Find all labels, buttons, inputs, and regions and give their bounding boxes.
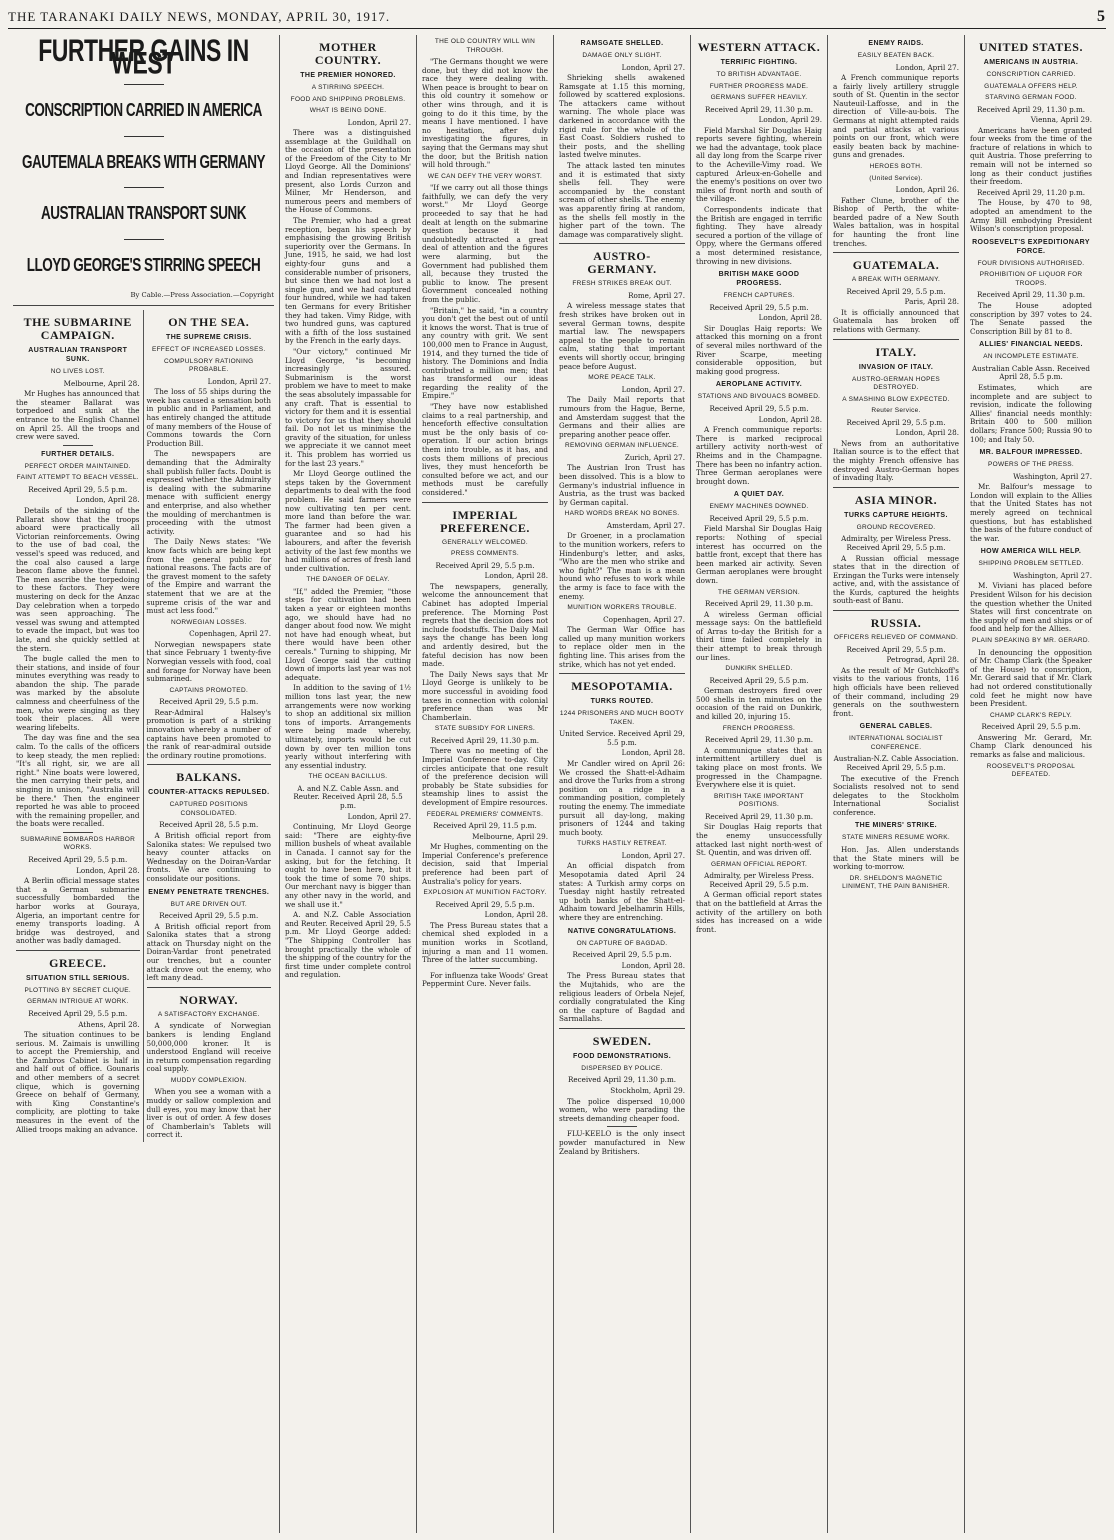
rule [559, 243, 685, 244]
subhead: MUNITION WORKERS TROUBLE. [567, 604, 677, 612]
rule [833, 339, 959, 340]
paragraph: Norwegian newspapers state that since February 1 twenty-five Norwegian vessels with food, coal and forage for Norway have been submarined. [146, 639, 271, 684]
rule [63, 832, 93, 833]
paragraph: It is officially announced that Guatemala has broken off relations with Germany. [833, 307, 959, 335]
dateline: Rome, April 27. [628, 290, 685, 300]
article-title: SWEDEN. [592, 1033, 652, 1048]
paragraph: "They have now established claims to a real partnership, and henceforth effective consultation must be the only basis of co-operation. If our action brings them into trouble, as it has, and costs them millions of precious lives, they must henceforth be consulted before we act, and our methods must be carefully considered." [422, 402, 548, 497]
received-line: Received April 29, 11.30 p.m. [704, 599, 814, 609]
subhead: THE SUPREME CRISIS. [166, 334, 252, 342]
paragraph: The loss of 55 ships during the week has caused a sensation both in public and in Parliament, and has entirely changed the attitude of many members of the House of Commons towards the Corn Production Bill. [146, 387, 271, 448]
paragraph: The newspapers, generally, welcome the announcement that Cabinet has adopted Imperial preference. The Morning Post regrets that the decision does not include foodstuffs. The Daily Mail says the change has been long and ardently desired, but the fateful decision has now been made. [422, 581, 548, 669]
subhead: DUNKIRK SHELLED. [725, 665, 793, 673]
subhead: GERMAN INTRIGUE AT WORK. [26, 998, 129, 1006]
sub-column-right [144, 310, 275, 1142]
subhead: DISPERSED BY POLICE. [581, 1064, 663, 1072]
subhead: FURTHER DETAILS. [41, 450, 115, 458]
received-line: Admiralty, per Wireless Press. Received April 29, 5.5 p.m. [841, 534, 951, 552]
masthead [8, 6, 1106, 29]
received-line: Received April 29, 5.5 p.m. [846, 286, 946, 296]
dateline: London, April 28. [621, 748, 685, 758]
page-number: 5 [1097, 8, 1106, 25]
dateline: London, April 27. [347, 811, 411, 821]
paragraph: The day was fine and the sea calm. To the calls of the officers to keep steady, the men replied: "It's all right, sir, we are all right." Nine boats were lowered, the men carrying their pets, and singing in unison, "Australia will be there." Then the engineer reported he was able to proceed with the remaining propeller, and the boats were recalled. [16, 733, 140, 829]
article-title: GUATEMALA. [852, 258, 940, 273]
dateline: Vienna, April 29. [1030, 115, 1092, 125]
paragraph: The Press Bureau states that the Mujtahids, who are the religious leaders of Orbela Nejef, cordially congratulated the King on the capture of Bagdad and Sarmallahs. [559, 971, 685, 1024]
article-title: GREECE. [49, 955, 107, 970]
paragraph: The Premier, who had a great reception, began his speech by emphasising the growing British superiority over the Germans. In June, 1915, he said, we had lost eighty-four guns and a considerable number of prisoners, but since then we had not lost a single gun, and we had captured four hundred, while we had taken ten Germans for every Britisher they had taken. Vimy Ridge, with two hundred guns, was captured with a fifth of the loss sustained by the French in the early days. [285, 216, 411, 346]
article-title: RUSSIA. [870, 616, 922, 631]
paragraph: Mr Hughes, commenting on the Imperial Conference's preference decision, said that Imperial preference had been part of Australia's policy for years. [422, 842, 548, 886]
subhead: A SATISFACTORY EXCHANGE. [157, 1010, 260, 1018]
subhead: FAINT ATTEMPT TO BEACH VESSEL. [16, 474, 139, 482]
received-line: Received April 29, 11.20 p.m. [976, 187, 1086, 197]
subhead: FOOD DEMONSTRATIONS. [572, 1052, 672, 1060]
received-line: Received April 29, 11.30 p.m. [976, 290, 1086, 300]
dateline: London, April 27. [621, 850, 685, 860]
subhead: ENEMY RAIDS. [868, 40, 924, 47]
paragraph: Field Marshal Sir Douglas Haig reports: Nothing of special interest has occurred on the battle front, except that there has been marked air activity. Seven German aeroplanes were brought down. [696, 524, 822, 585]
dateline: Paris, April 28. [904, 297, 959, 307]
dateline: London, April 27. [621, 384, 685, 394]
rule [470, 968, 500, 969]
article-title: WESTERN ATTACK. [697, 40, 821, 54]
subhead: WHAT IS BEING DONE. [309, 107, 387, 114]
lead-headline-1: FURTHER GAINS IN WEST [38, 35, 249, 80]
article-title: THE SUBMARINE CAMPAIGN. [23, 315, 132, 343]
received-line: Received April 29, 5.5 p.m. [435, 560, 535, 570]
sub-column-left [13, 310, 144, 1142]
subhead: PERFECT ORDER MAINTAINED. [24, 462, 131, 470]
received-line: Received April 29, 5.5 p.m. [709, 302, 809, 312]
subhead: MORE PEACE TALK. [588, 374, 656, 382]
paragraph: The Daily Mail reports that rumours from the Hague, Berne, and Amsterdam suggest that the Germans and their allies are preparing another peace offer. [559, 395, 685, 439]
rule [607, 1126, 637, 1127]
article-title: AUSTRO-GERMANY. [587, 249, 657, 277]
received-line: Admiralty, per Wireless Press. Received April 29, 5.5 p.m. [704, 871, 814, 889]
subhead: BRITISH TAKE IMPORTANT POSITIONS. [714, 792, 804, 809]
dateline: Washington, April 27. [1013, 471, 1092, 481]
received-line: Received April 29, 5.5 p.m. [709, 513, 809, 523]
subhead: THE DANGER OF DELAY. [306, 576, 390, 584]
subhead: NO LIVES LOST. [50, 368, 105, 376]
dateline: Amsterdam, April 27. [606, 520, 685, 530]
dateline: Athens, April 28. [78, 1019, 140, 1029]
paragraph: Hon. Jas. Allen understands that the State miners will be working to-morrow. [833, 844, 959, 872]
article-title: IMPERIAL PREFERENCE. [440, 507, 530, 535]
paragraph: The Daily News says that Mr Lloyd George is unlikely to be more successful in avoiding food taxes in connection with colonial preference than was Mr Chamberlain. [422, 669, 548, 722]
rule [559, 1028, 685, 1029]
dateline: Washington, April 27. [1013, 570, 1092, 580]
received-line: Received April 29, 5.5 p.m. [572, 950, 672, 960]
rule [422, 502, 548, 503]
received-line: Australian Cable Assn. Received April 28, 5.5 p.m. [971, 363, 1091, 382]
rule [124, 84, 164, 85]
dateline: Melbourne, April 28. [63, 378, 140, 388]
subhead: MR. BALFOUR IMPRESSED. [979, 449, 1083, 457]
paragraph: Mr Candler wired on April 26: We crossed the Shatt-el-Adhaim and drove the Turks from a strong position on a ridge in a commanding position, completely routing the enemy. The immediate pursuit all day-long, making prisoners of 1244 and taking much booty. [559, 759, 685, 837]
subhead: THE OCEAN BACILLUS. [308, 773, 388, 781]
article-title: UNITED STATES. [979, 40, 1083, 54]
dateline: London, April 29. [758, 115, 822, 125]
subhead: TO BRITISH ADVANTAGE. [716, 71, 802, 78]
subhead: COMPULSORY RATIONING PROBABLE. [164, 357, 254, 374]
paragraph: The executive of the French Socialists resolved not to send delegates to the Stockholm International Socialist conference. [833, 773, 959, 817]
subhead: EFFECT OF INCREASED LOSSES. [152, 346, 266, 354]
subhead: A SMASHING BLOW EXPECTED. [842, 395, 950, 403]
paragraph: German destroyers fired over 500 shells in ten minutes on the occasion of the raid on Dunkirk, and killed 20, injuring 15. [696, 686, 822, 722]
subhead: STATE SUBSIDY FOR LINERS. [434, 725, 536, 733]
dateline: London, April 28. [76, 495, 140, 505]
lead-sub-columns [13, 310, 274, 1142]
dateline: Copenhagen, April 27. [603, 614, 685, 624]
paragraph: The German War Office has called up many munition workers to replace older men in the fighting line. This arises from the strike, which has not yet ended. [559, 625, 685, 669]
subhead: Reuter Service. [871, 407, 921, 415]
subhead: BUT ARE DRIVEN OUT. [170, 900, 247, 908]
masthead-title: THE TARANAKI DAILY NEWS, MONDAY, APRIL 30, 1917. [8, 9, 391, 24]
rule [833, 610, 959, 611]
subhead: HEROES BOTH. [869, 163, 923, 171]
rule [16, 950, 140, 951]
advertisement-head: DR. SHELDON'S MAGNETIC LINIMENT, THE PAIN BANISHER. [842, 874, 950, 891]
received-line: Received April 29, 11.30 p.m. [704, 735, 814, 745]
lead-headline-4: AUSTRALIAN TRANSPORT SUNK [41, 202, 246, 224]
subhead: FRENCH CAPTURES. [723, 292, 795, 300]
subhead: SITUATION STILL SERIOUS. [26, 974, 130, 982]
received-line: Received April 29, 11.30 p.m. [704, 104, 814, 114]
received-line: Received April 29, 5.5 p.m. [709, 675, 809, 685]
subhead: FEDERAL PREMIERS' COMMENTS. [426, 810, 544, 818]
dateline: Zurich, April 27. [624, 452, 685, 462]
paragraph: Mr. Balfour's message to London will explain to the Allies that the United States has not merely agreed on technical questions, but has established the basis of the future conduct of the war. [970, 482, 1092, 543]
paragraph: A wireless German official message says: On the battlefield of Arras to-day the British for a third time failed completely in their attempt to break through our lines. [696, 609, 822, 662]
paragraph: Mr Hughes has announced that the steamer Ballarat was torpedoed and sunk at the entrance to the English Channel on April 25. All the troops and crew were saved. [16, 389, 140, 442]
paragraph: A Russian official message states that in the direction of Erzingan the Turks were intensely active, and, with the assistance of the Kurds, captured the heights south-east of Banu. [833, 553, 959, 606]
received-line: Received April 29, 5.5 p.m. [159, 911, 259, 921]
paragraph: Mr Lloyd George outlined the steps taken by the Government departments to deal with the food problem. He said farmers were now cultivating ten per cent. more land than before the war. The farmer had been given a guarantee and so had his labourers, and after the feverish activity of the last few months we had millions of acres of fresh land under cultivation. [285, 469, 411, 573]
paragraph: Rear-Admiral Halsey's promotion is part of a striking innovation whereby a number of captains have been promoted to the rank of rear-admiral outside the ordinary routine promotions. [146, 707, 271, 760]
subhead: DAMAGE ONLY SLIGHT. [582, 52, 662, 59]
subhead: EXPLOSION AT MUNITION FACTORY. [423, 889, 547, 897]
subhead: INTERNATIONAL SOCIALIST CONFERENCE. [849, 735, 943, 751]
subhead: WE CAN DEFY THE VERY WORST. [427, 172, 543, 180]
subhead: HOW AMERICA WILL HELP. [980, 548, 1082, 556]
paragraph: The bugle called the men to their stations, and inside of four minutes everything was ready to abandon the ship. The parade was marked by the absolute calmness and cheerfulness of the men, who were singing as they took their places. All were wearing lifebelts. [16, 654, 140, 732]
received-line: Received April 29, 5.5 p.m. [28, 854, 128, 864]
rule [63, 445, 93, 446]
paragraph: Shrieking shells awakened Ramsgate at 1.15 this morning, followed by scattered explosions. The attackers came without warning. The whole place was darkened in accordance with the rigid rule for the whole of the East Coast. Soldiers rushed to their posts, and the shelling lasted twelve minutes. [559, 73, 685, 160]
subhead: TURKS HASTILY RETREAT. [577, 840, 667, 848]
paragraph: In addition to the saving of 1½ million tons last year, the new arrangements were now working to shop an additional six million tons of imports. Arrangements were being made whereby, ultimately, imports would be cut down by over ten million tons yearly without interfering with any essential industry. [285, 683, 411, 770]
paragraph: A German official report states that on the battlefield at Arras the activity of the artillery on both sides has increased on a wide front. [696, 890, 822, 934]
rule [559, 673, 685, 674]
paragraph: A Berlin official message states that a German submarine successfully bombarded the harbor works at Gouraya, Algeria, an important centre for enemy transports loading. A bridge was destroyed, and another was badly damaged. [16, 876, 140, 946]
received-line: Received April 29, 5.5 p.m. [435, 899, 535, 909]
dateline: London, April 27. [621, 62, 685, 72]
paragraph: A British official report from Salonika states that a strong attack on Thursday night on the Doiran-Vardar front penetrated our trenches, but a counter attack drove out the enemy, who left many dead. [146, 921, 271, 983]
dateline: Melbourne, April 29. [472, 831, 548, 841]
subhead: INVASION OF ITALY. [858, 363, 934, 371]
paragraph: A syndicate of Norwegian bankers is lending England 50,000,000 kroner. It is understood England will receive in return compensation regarding coal supply. [146, 1021, 271, 1074]
subhead: A QUIET DAY. [733, 491, 785, 499]
subhead: THE PREMIER HONORED. [300, 72, 396, 79]
paragraph: Field Marshal Sir Douglas Haig reports severe fighting, wherein we had the advantage, took place all day long from the Scarpe river to the Acheville-Vimy road. We captured Arleux-en-Gohelle and the enemy's positions on over two miles of front north and south of the village. [696, 125, 822, 204]
subhead: STATE MINERS RESUME WORK. [841, 834, 950, 842]
column-7 [965, 35, 1097, 1533]
paragraph: Answering Mr. Gerard, Mr. Champ Clark denounced his remarks as false and malicious. [970, 732, 1092, 759]
subhead: TURKS CAPTURE HEIGHTS. [844, 511, 948, 519]
dateline: Petrograd, April 28. [886, 655, 959, 665]
advertisement: FLU-KEELO is the only insect powder manufactured in New Zealand by Britishers. [559, 1129, 685, 1156]
paragraph: In denouncing the opposition of Mr. Champ Clark (the Speaker of the House) to conscription, Mr. Gerard said that if Mr. Clark had not ordered constitutionally cold feet he might now have been President. [970, 647, 1092, 709]
subhead: AUSTRALIAN TRANSPORT SUNK. [28, 347, 128, 364]
paragraph: The Press Bureau states that a chemical shed exploded in a munition works in Scotland, injuring a man and 11 women. Three of the latter succumbing. [422, 920, 548, 965]
paragraph: Estimates, which are incomplete and are subject to revision, indicate the following Allies' financial needs monthly: Britain 400 to 500 million dollars; France 500; Russia 90 to 100; and Italy 50. [970, 382, 1092, 444]
column-grid [8, 35, 1106, 1533]
column-2 [280, 35, 417, 1533]
paragraph: A French communique reports: There is marked reciprocal artillery activity north-west of Rheims and in the Champagne. There has been no infantry action. Three German aeroplanes were brought down. [696, 425, 822, 486]
paragraph: When you see a woman with a muddy or sallow complexion and dull eyes, you may know that her liver is out of order. A few doses of Chamberlain's Tablets will correct it. [146, 1087, 271, 1140]
subhead: AEROPLANE ACTIVITY. [715, 381, 803, 389]
article-title: NORWAY. [179, 992, 239, 1007]
subhead: NORWEGIAN LOSSES. [171, 618, 247, 626]
column-5 [691, 35, 828, 1533]
paragraph: Dr Groener, in a proclamation to the munition workers, refers to Hindenburg's letter, and asks, "Who are the men who strike and who fight?" The man is a mean hound who refuses to work while the army is face to face with the enemy. [559, 531, 685, 601]
paragraph: The attack lasted ten minutes and it is estimated that sixty shells fell. They were accompanied by the constant scream of other shells. The enemy was apparently firing at random, as the shells fell mostly in the higher part of the town. The damage was comparatively slight. [559, 161, 685, 239]
subhead: PRESS COMMENTS. [450, 550, 520, 558]
received-line: Received April 29, 5.5 p.m. [28, 484, 128, 494]
paragraph: There was no meeting of the Imperial Conference to-day. City circles anticipate that one result of the preference decision will probably be State subsidies for steamship lines to assist the development of Empire resources. [422, 746, 548, 807]
subhead: GENERALLY WELCOMED. [441, 538, 528, 546]
byline: By Cable.—Press Association.—Copyright [130, 290, 274, 299]
subhead: GROUND RECOVERED. [856, 523, 936, 531]
lead-headline-2: CONSCRIPTION CARRIED IN AMERICA [25, 99, 262, 121]
article-title: ON THE SEA. [168, 315, 250, 330]
subhead: FOOD AND SHIPPING PROBLEMS. [290, 95, 406, 103]
subhead: FRENCH PROGRESS. [722, 724, 796, 732]
received-line: Received April 29, 5.5 p.m. [846, 644, 946, 654]
advertisement: For influenza take Woods' Great Peppermint Cure. Never fails. [422, 970, 548, 989]
lead-headline-5: LLOYD GEORGE'S STIRRING SPEECH [26, 254, 261, 275]
subhead: GUATEMALA OFFERS HELP. [984, 82, 1078, 90]
received-line: Received April 29, 11.30 p.m. [704, 811, 814, 821]
subhead: PLAIN SPEAKING BY MR. GERARD. [971, 637, 1091, 645]
subhead: ROOSEVELT'S PROPOSAL DEFEATED. [986, 762, 1076, 779]
paragraph: Details of the sinking of the Pallarat show that the troops aboard were practically all Victorian reinforcements. Owing to the use of bad coal, the vessel's speed was reduced, and the coal also caused a large beacon flame above the funnel. The men ascribe the torpedoing to these factors. They were mustering on deck for the Anzac Day celebration when a torpedo was seen approaching. The vessel was swung and attempted to evade the impact, but was too late, and she quickly settled at the stern. [16, 506, 140, 653]
paragraph: "Britain," he said, "in a country you don't get the best out of until it knows the worst. That is true of any country with grit. We sent 100,000 men to France in August, 1914, and they turned the tide of history. The Dominions and India contributed a million men; that has transformed our ideas regarding the reality of the Empire." [422, 305, 548, 401]
paragraph: "Our victory," continued Mr Lloyd George, "is becoming increasingly assured. Submarinism is the worst problem we have to meet to make the seas absolutely impassable for any craft. That is essential to victory for them and it is essential to victory for us that they should fail. Do not let us minimise the gravity of the situation, for unless we appreciate it we cannot meet it. This problem has worried us for the last 23 years." [285, 346, 411, 468]
paragraph: "If," added the Premier, "those steps for cultivation had been taken a year or eighteen months ago, we should have had no danger about food now. We might not have had enough wheat, but there would have been other cereals." Turning to shipping, Mr Lloyd George said the cutting down of imports last year was not adequate. [285, 586, 411, 682]
rule [147, 764, 272, 765]
subhead: GERMANS SUFFER HEAVILY. [710, 94, 808, 101]
subhead: STATIONS AND BIVOUACS BOMBED. [697, 393, 821, 401]
received-line: A. and N.Z. Cable Assn. and Reuter. Received April 28, 5.5 p.m. [293, 783, 403, 811]
paragraph: Sir Douglas Haig reports that the enemy unsuccessfully attacked last night north-west of St. Quentin, and was driven off. [696, 822, 822, 858]
paragraph: "If we carry out all those things faithfully, we can defy the very worst." Mr Lloyd George proceeded to say that he had dealt at length on the submarine question because it had undoubtedly attracted a great deal of attention and the figures were alarming, but the Government had published them all, because they trusted the public to know. The present Government concealed nothing from the public. [422, 183, 548, 304]
subhead: AMERICANS IN AUSTRIA. [983, 59, 1079, 66]
received-line: Received April 29, 5.5 p.m. [981, 722, 1081, 732]
subhead: CHAMP CLARK'S REPLY. [989, 711, 1073, 719]
received-line: Received April 29, 11.5 p.m. [433, 821, 537, 831]
paragraph: As the result of Mr Gutchkoff's visits to the various fronts, 116 high officials have been relieved of their command, including 29 generals on the southwestern front. [833, 665, 959, 718]
paragraph: Father Clune, brother of the Bishop of Perth, the white-bearded padre of a New South Wales battalion, was in hospital for haunting the front line trenches. [833, 195, 959, 248]
paragraph: Correspondents indicate that the British are engaged in terrific fighting. They have already secured a portion of the village of Oppy, where the Germans offered a most determined resistance, throwing in new divisions. [696, 205, 822, 266]
subhead: ENEMY PENETRATE TRENCHES. [148, 888, 270, 896]
subhead: 1244 PRISONERS AND MUCH BOOTY TAKEN. [559, 710, 685, 726]
paragraph: A wireless message states that fresh strikes have broken out in several German towns, despite martial law. The newspapers appeal to the people to remain calm, stating that important events will shortly occur, bringing peace before August. [559, 301, 685, 371]
paragraph: The House adopted conscription by 397 votes to 24. The Senate passed the Conscription Bill by 81 to 8. [970, 300, 1092, 336]
subhead: OFFICERS RELIEVED OF COMMAND. [833, 634, 959, 642]
subhead: COUNTER-ATTACKS REPULSED. [148, 789, 270, 797]
subhead: MUDDY COMPLEXION. [170, 1076, 247, 1084]
received-line: Received April 29, 5.5 p.m. [846, 417, 946, 427]
subhead: A STIRRING SPEECH. [311, 84, 385, 91]
subhead: SHIPPING PROBLEM SETTLED. [978, 560, 1084, 568]
subhead: TERRIFIC FIGHTING. [720, 59, 798, 66]
dateline: London, April 28. [758, 414, 822, 424]
paragraph: A French communique reports a fairly lively artillery struggle south of St. Quentin in the sector Nauteuil-Laffosse, and in the direction of Ville-au-bois. The Germans at night attempted raids and partial attacks at various points on our front, which were easily beaten back by machine-guns and grenades. [833, 73, 959, 160]
subhead: REMOVING GERMAN INFLUENCE. [565, 442, 679, 450]
dateline: London, April 28. [758, 313, 822, 323]
paragraph: The situation continues to be serious. M. Zaimais is unwilling to accept the Premiership, and the Zambros Cabinet is half in and half out of office. Gounaris and other members of a secret clique, which is governing Greece on behalf of Germany, with King Constantine's complicity, are plotting to take measures in the event of the Allied troops making an advance. [16, 1030, 140, 1134]
rule [147, 987, 272, 988]
article-title: BALKANS. [176, 770, 242, 785]
received-line: United Service. Received April 29, 5.5 p.m. [559, 729, 685, 747]
rule [124, 187, 164, 188]
paragraph: A British official report from Salonika states: We repulsed two heavy counter attacks on Wednesday on the Doiran-Vardar fronts. We are continuing to consolidate our positions. [146, 831, 271, 883]
paragraph: M. Viviani has placed before President Wilson for his decision the question whether the United States will first concentrate on the supply of men and ships or of food and help for the Allies. [970, 581, 1092, 634]
paragraph: A communique states that an intermittent artillery duel is taking place on most fronts. We progressed in the Champagne. Everywhere else it is quiet. [696, 745, 822, 790]
dateline: London, April 28. [484, 910, 548, 920]
paragraph: Continuing, Mr Lloyd George said: "There are eighty-five million bushels of wheat available in Canada. I cannot say for the asking, but for the fetching. It ought to have been here, but it took the time of some 70 ships. Our merchant navy is bigger than any other navy in the world, and we shall use it." [285, 822, 411, 909]
subhead: NATIVE CONGRATULATIONS. [567, 927, 677, 935]
paragraph: The Austrian Iron Trust has been dissolved. This is a blow to Germany's industrial influence in Austria, as the trust was backed by German capital. [559, 463, 685, 507]
paragraph: The Daily News states: "We know facts which are being kept from the general public for national reasons. The facts are of the gravest moment to the safety of the Empire and warrant the statement that we are at the supreme crisis of the war and must act less food." [146, 537, 271, 616]
paragraph: Americans have been granted four weeks from the time of the fracture of relations in which to quit Austria. Those preferring to remain will not be interned so long as their conduct justifies their freedom. [970, 125, 1092, 187]
article-title: ASIA MINOR. [854, 492, 938, 507]
received-line: Received April 29, 5.5 p.m. [28, 1008, 128, 1018]
subhead: BRITISH MAKE GOOD PROGRESS. [718, 271, 800, 288]
paragraph: A. and N.Z. Cable Association and Reuter. Received April 29, 5.5 p.m. Mr Lloyd George added: "The Shipping Controller has brought practically the whole of the shipping of the country for the first time under complete control and regulation. [285, 910, 411, 980]
subhead: A BREAK WITH GERMANY. [851, 276, 941, 284]
subhead: FURTHER PROGRESS MADE. [709, 82, 809, 90]
subhead: FRESH STRIKES BREAK OUT. [572, 280, 672, 288]
paragraph: News from an authoritative Italian source is to the effect that the mighty French offensive has destroyed Austro-German hopes of invading Italy. [833, 438, 959, 483]
dateline: London, April 27. [895, 62, 959, 72]
subhead: SUBMARINE BOMBARDS HARBOR WORKS. [20, 835, 136, 852]
subhead: EASILY BEATEN BACK. [857, 52, 935, 59]
received-line: Received April 29, 11.30 p.m. [567, 1075, 677, 1085]
dateline: London, April 28. [484, 571, 548, 581]
subhead: PLOTTING BY SECRET CLIQUE. [24, 986, 132, 994]
paragraph: "The Germans thought we were done, but they did not know the race they were dealing with. When peace is brought to bear on this old country it somehow or other wins through, and it is going to do it this time, by the means I have mentioned. I have no hesitation, after duly investigating the figures, in saying that the Germans may shut the door, but the British nation will hold through." [422, 57, 548, 170]
paragraph: There was a distinguished assemblage at the Guildhall on the occasion of the presentation of the Freedom of the City to Mr Lloyd George. All the Dominions' and Indian representatives were present, also Lords Curzon and Milner, Mr Henderson, and numerous peers and members of the House of Commons. [285, 128, 411, 215]
subhead: TURKS ROUTED. [590, 698, 654, 706]
column-3 [417, 35, 554, 1533]
subhead: ON CAPTURE OF BAGDAD. [576, 939, 668, 947]
subhead: CAPTURED POSITIONS CONSOLIDATED. [169, 801, 248, 817]
rule [833, 252, 959, 253]
subhead: (United Service). [869, 174, 923, 182]
rule [124, 239, 164, 240]
paragraph: The House, by 470 to 98, adopted an amendment to the Army Bill embodying President Wilson's conscription proposal. [970, 198, 1092, 234]
article-title: MOTHER COUNTRY. [314, 40, 382, 67]
dateline: Stockholm, April 29. [610, 1085, 685, 1095]
subhead: STARVING GERMAN FOOD. [985, 94, 1077, 101]
dateline: London, April 28. [76, 865, 140, 875]
received-line: Received April 29, 11.30 p.m. [430, 735, 540, 745]
dateline: London, April 28. [895, 428, 959, 438]
subhead: FOUR DIVISIONS AUTHORISED. [977, 259, 1085, 267]
subhead: AN INCOMPLETE ESTIMATE. [983, 353, 1079, 361]
paragraph: Sir Douglas Haig reports: We attacked this morning on a front of several miles northward of the River Scarpe, meeting considerable opposition, but making good progress. [696, 323, 822, 376]
rule [13, 305, 274, 306]
dateline: London, April 28. [621, 960, 685, 970]
column-1 [8, 35, 280, 1533]
paragraph: The police dispersed 10,000 women, who were parading the streets demanding cheaper food. [559, 1096, 685, 1123]
received-line: Australian-N.Z. Cable Association. Received April 29, 5.5 p.m. [833, 754, 959, 772]
paragraph: An official dispatch from Mesopotamia dated April 24 states: A Turkish army corps on Tuesday night hastily retreated up both banks of the Shatt-el-Adhaim toward Jebelhamrin Hills, where they are entrenching. [559, 861, 685, 923]
received-line: Received April 29, 5.5 p.m. [709, 403, 809, 413]
subhead: ALLIES' FINANCIAL NEEDS. [979, 341, 1083, 349]
subhead: RAMSGATE SHELLED. [580, 40, 664, 47]
dateline: London, April 27. [207, 376, 271, 386]
dateline: London, April 27. [347, 117, 411, 127]
subhead: ENEMY MACHINES DOWNED. [709, 503, 809, 511]
subhead: AUSTRO-GERMAN HOPES DESTROYED. [851, 375, 941, 392]
subhead: PROHIBITION OF LIQUOR FOR TROOPS. [979, 271, 1083, 287]
rule [124, 136, 164, 137]
column-4 [554, 35, 691, 1533]
subhead: CAPTAINS PROMOTED. [169, 686, 249, 694]
dateline: Copenhagen, April 27. [189, 629, 271, 639]
paragraph: The newspapers are demanding that the Admiralty shall publish fuller facts. Doubt is expressed whether the Admiralty is dealing with the submarine menace with sufficient energy and enterprise, and also whether the moulding of merchantmen is proceeding with the utmost activity. [146, 449, 271, 536]
subhead: POWERS OF THE PRESS. [987, 461, 1075, 469]
subhead: THE MINERS' STRIKE. [855, 822, 937, 830]
rule [833, 487, 959, 488]
received-line: Received April 29, 11.30 p.m. [976, 104, 1086, 114]
subhead: HARD WORDS BREAK NO BONES. [564, 510, 680, 518]
dateline: London, April 26. [895, 185, 959, 195]
subhead: CONSCRIPTION CARRIED. [986, 71, 1076, 78]
received-line: Received April 28, 5.5 p.m. [159, 820, 259, 830]
subhead: GENERAL CABLES. [859, 723, 933, 731]
received-line: Received April 29, 5.5 p.m. [159, 697, 259, 707]
subhead: ROOSEVELT'S EXPEDITIONARY FORCE. [972, 238, 1090, 255]
subhead: GERMAN OFFICIAL REPORT. [710, 860, 808, 868]
subhead: THE OLD COUNTRY WILL WIN THROUGH. [434, 38, 536, 54]
article-title: MESOPOTAMIA. [571, 679, 673, 694]
subhead: THE GERMAN VERSION. [718, 588, 800, 596]
lead-headline-3: GAUTEMALA BREAKS WITH GERMANY [22, 151, 265, 172]
article-title: ITALY. [875, 344, 917, 359]
column-6 [828, 35, 965, 1533]
